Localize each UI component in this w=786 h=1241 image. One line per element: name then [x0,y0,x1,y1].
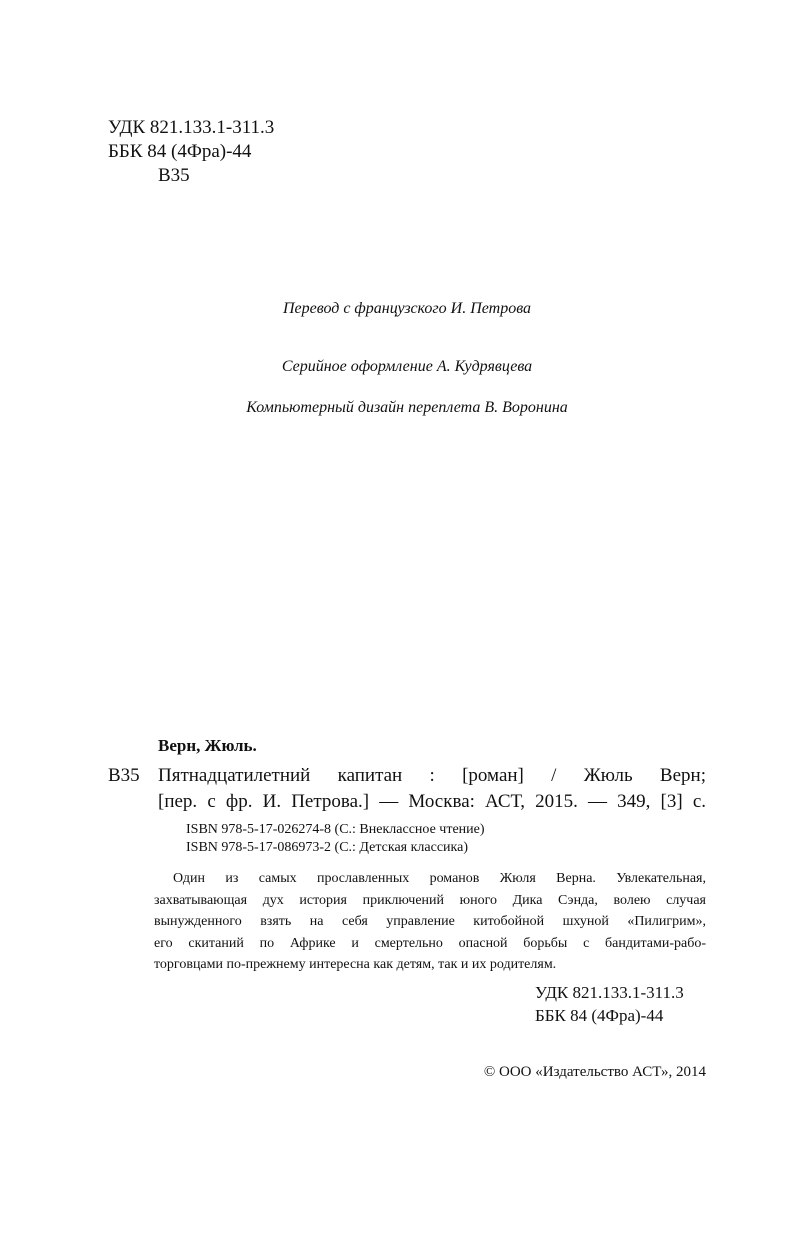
annotation-line: его скитаний по Африке и смертельно опасной борьбы с бандитами-рабо- [154,935,706,951]
udk-code-bottom: УДК 821.133.1-311.3 [535,983,684,1002]
author-sign: В35 [158,165,190,186]
record-author: Верн, Жюль. [158,736,257,755]
series-design-credit: Серийное оформление А. Кудрявцева [281,358,533,375]
record-title-line: Пятнадцатилетний капитан : [роман] / Жюль Верн; [158,765,706,786]
bbk-code: ББК 84 (4Фра)-44 [108,141,252,162]
copyright-notice: © ООО «Издательство АСТ», 2014 [483,1064,706,1080]
annotation-line: вынужденного взять на себя управление китобойной шхуной «Пилигрим», [154,914,706,929]
annotation [154,868,706,976]
record-author-sign: В35 [108,765,140,786]
annotation-line: Один из самых прославленных романов Жюля Верна. Увлекательная, [173,871,706,886]
bbk-code-bottom: ББК 84 (4Фра)-44 [535,1006,664,1025]
annotation-line: торговцами по-прежнему интересна как детям, так и их родителям. [154,957,557,972]
isbn-line: ISBN 978-5-17-086973-2 (С.: Детская классика) [186,840,469,855]
isbn-line: ISBN 978-5-17-026274-8 (С.: Внеклассное чтение) [186,822,485,837]
udk-code: УДК 821.133.1-311.3 [108,117,275,138]
translator-credit: Перевод с французского И. Петрова [282,300,532,317]
record-publication-line: [пер. с фр. И. Петрова.] — Москва: АСТ, 2015. — 349, [3] с. [158,791,706,812]
annotation-line: захватывающая дух история приключений юного Дика Сэнда, волею случая [154,892,706,908]
cover-design-credit: Компьютерный дизайн переплета В. Воронина [246,399,568,416]
